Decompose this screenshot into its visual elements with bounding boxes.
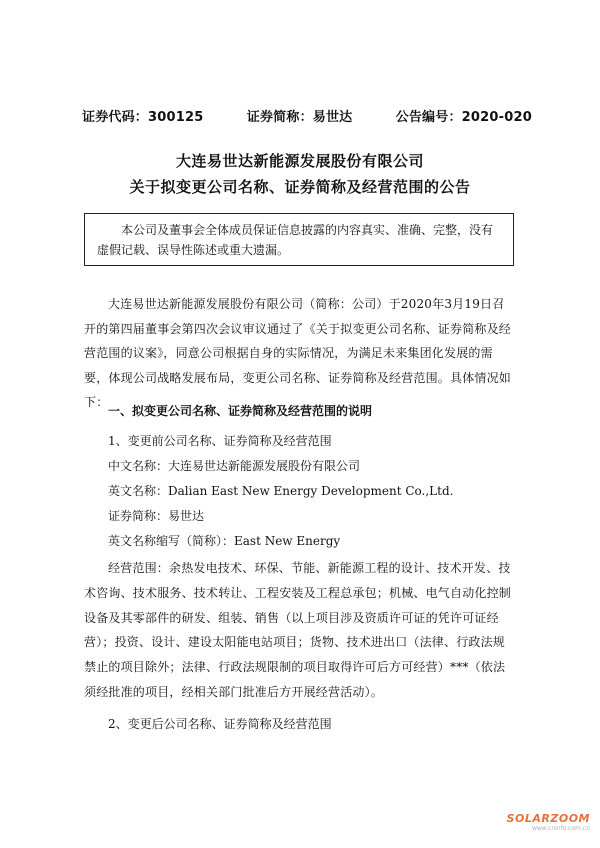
intro-paragraph: 大连易世达新能源发展股份有限公司（简称：公司）于2020年3月19日召开的第四届董事会第四次会议审议通过了《关于拟变更公司名称、证券简称及经营范围的议案》，同意公司根据自身的实际情况，为满足未来集团化发展的需要，体现公司战略发展布局，变更公司名称、证券简称及经营范围。具体情况如下： [84, 297, 512, 409]
stock-abbr-line: 证券简称：易世达 [108, 509, 205, 523]
english-name-line: 英文名称：Dalian East New Energy Development Co.,Ltd. [108, 484, 454, 498]
english-abbr-line: 英文名称缩写（简称）：East New Energy [108, 534, 341, 548]
business-scope-paragraph: 经营范围：余热发电技术、环保、节能、新能源工程的设计、技术开发、技术咨询、技术服务、技术转让、工程安装及工程总承包；机械、电气自动化控制设备及其零部件的研发、组装、销售（以上项目涉及资质许可证的凭许可证经营）；投资、设计、建设太阳能电站项目；货物、技术进出口（法律、行政法规禁止的项目除外；法律、行政法规限制的项目取得许可后方可经营）***（依法须经批准的项目，经相关部门批准后方开展经营活动）。 [84, 561, 512, 699]
watermark-url: www.cninfo.com.cn [531, 825, 590, 832]
announcement-header [82, 106, 532, 125]
disclosure-notice-box: 本公司及董事会全体成员保证信息披露的内容真实、准确、完整，没有虚假记载、误导性陈述或重大遗漏。 [84, 213, 514, 266]
chinese-name-line: 中文名称：大连易世达新能源发展股份有限公司 [108, 459, 361, 473]
item-heading-1: 1、变更前公司名称、证券简称及经营范围 [108, 434, 332, 448]
watermark-brand: SOLARZOOM [506, 812, 590, 825]
company-title: 大连易世达新能源发展股份有限公司 [175, 152, 424, 170]
item-heading-2: 2、变更后公司名称、证券简称及经营范围 [108, 717, 332, 731]
announcement-number: 公告编号：2020-020 [395, 110, 532, 125]
section-heading-1: 一、拟变更公司名称、证券简称及经营范围的说明 [108, 404, 373, 418]
announcement-title: 关于拟变更公司名称、证券简称及经营范围的公告 [129, 178, 471, 196]
stock-code: 证券代码：300125 [82, 110, 204, 125]
stock-abbreviation: 证券简称：易世达 [246, 110, 353, 125]
watermark [507, 812, 590, 832]
